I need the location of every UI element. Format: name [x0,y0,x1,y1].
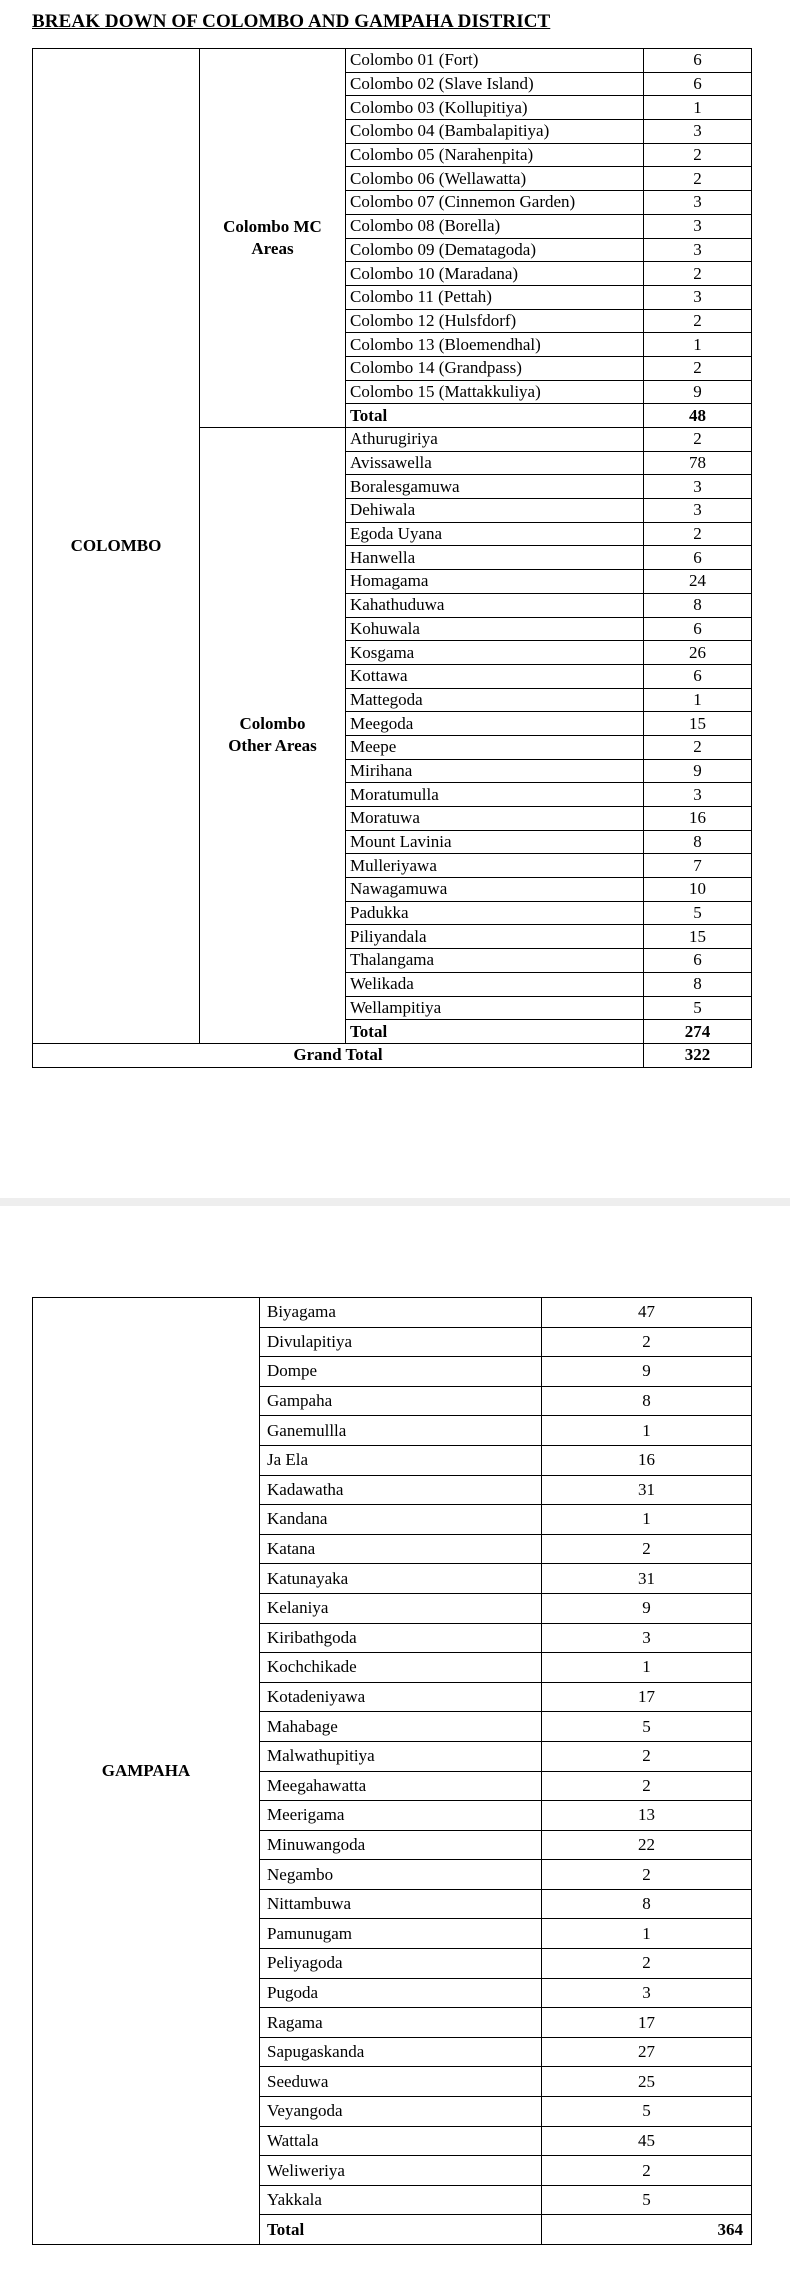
area-name-cell: Colombo 13 (Bloemendhal) [346,333,644,357]
count-cell: 8 [644,593,752,617]
area-name-cell: Kottawa [346,664,644,688]
count-cell: 9 [644,380,752,404]
area-name-cell: Wattala [260,2126,542,2156]
count-cell: 2 [542,1860,752,1890]
gampaha-table [32,1297,752,2245]
area-name-cell: Padukka [346,901,644,925]
count-cell: 3 [644,285,752,309]
count-cell: 8 [644,830,752,854]
count-cell: 5 [644,996,752,1020]
colombo-table [32,48,752,1068]
page-divider [0,1198,790,1206]
count-cell: 2 [644,167,752,191]
area-name-cell: Mirihana [346,759,644,783]
area-name-cell: Dompe [260,1357,542,1387]
count-cell: 8 [542,1386,752,1416]
count-cell: 6 [644,664,752,688]
count-cell: 24 [644,570,752,594]
area-name-cell: Nittambuwa [260,1889,542,1919]
count-cell: 2 [644,309,752,333]
area-name-cell: Minuwangoda [260,1830,542,1860]
total-label: Total [346,1020,644,1044]
count-cell: 2 [542,2156,752,2186]
count-cell: 1 [542,1505,752,1535]
total-value: 48 [644,404,752,428]
count-cell: 2 [644,356,752,380]
area-name-cell: Veyangoda [260,2097,542,2127]
area-name-cell: Biyagama [260,1298,542,1328]
count-cell: 5 [542,2097,752,2127]
area-name-cell: Colombo 07 (Cinnemon Garden) [346,191,644,215]
colombo-mc-group-label-line2: Areas [251,239,294,258]
area-name-cell: Colombo 09 (Dematagoda) [346,238,644,262]
count-cell: 1 [644,96,752,120]
area-name-cell: Meegahawatta [260,1771,542,1801]
count-cell: 3 [644,238,752,262]
count-cell: 26 [644,641,752,665]
area-name-cell: Ragama [260,2008,542,2038]
area-name-cell: Malwathupitiya [260,1741,542,1771]
area-name-cell: Moratumulla [346,783,644,807]
count-cell: 3 [644,475,752,499]
area-name-cell: Meerigama [260,1801,542,1831]
count-cell: 6 [644,949,752,973]
count-cell: 45 [542,2126,752,2156]
count-cell: 5 [542,2185,752,2215]
area-name-cell: Colombo 02 (Slave Island) [346,72,644,96]
area-name-cell: Katana [260,1534,542,1564]
area-name-cell: Divulapitiya [260,1327,542,1357]
area-name-cell: Kahathuduwa [346,593,644,617]
area-name-cell: Colombo 11 (Pettah) [346,285,644,309]
area-name-cell: Meegoda [346,712,644,736]
total-value: 274 [644,1020,752,1044]
area-name-cell: Colombo 08 (Borella) [346,214,644,238]
count-cell: 31 [542,1564,752,1594]
count-cell: 1 [542,1416,752,1446]
area-name-cell: Dehiwala [346,499,644,523]
grand-total-label: Grand Total [33,1043,644,1067]
gampaha-table-body [33,1298,752,2245]
area-name-cell: Weliweriya [260,2156,542,2186]
count-cell: 78 [644,451,752,475]
area-name-cell: Pugoda [260,1978,542,2008]
area-name-cell: Colombo 04 (Bambalapitiya) [346,120,644,144]
count-cell: 5 [542,1712,752,1742]
count-cell: 3 [644,120,752,144]
area-name-cell: Kotadeniyawa [260,1682,542,1712]
area-name-cell: Colombo 01 (Fort) [346,49,644,73]
area-name-cell: Meepe [346,735,644,759]
table-row [33,1298,752,1328]
count-cell: 3 [542,1978,752,2008]
count-cell: 3 [644,499,752,523]
count-cell: 17 [542,2008,752,2038]
count-cell: 10 [644,878,752,902]
count-cell: 15 [644,925,752,949]
count-cell: 27 [542,2037,752,2067]
area-name-cell: Ganemullla [260,1416,542,1446]
colombo-table-body [33,49,752,1068]
colombo-mc-group-cell [200,49,346,428]
area-name-cell: Sapugaskanda [260,2037,542,2067]
count-cell: 8 [644,972,752,996]
district-gampaha-cell: GAMPAHA [33,1298,260,2245]
area-name-cell: Kadawatha [260,1475,542,1505]
count-cell: 22 [542,1830,752,1860]
area-name-cell: Welikada [346,972,644,996]
count-cell: 6 [644,72,752,96]
count-cell: 1 [542,1919,752,1949]
total-label: Total [346,404,644,428]
count-cell: 9 [542,1593,752,1623]
area-name-cell: Peliyagoda [260,1949,542,1979]
area-name-cell: Mulleriyawa [346,854,644,878]
count-cell: 47 [542,1298,752,1328]
count-cell: 1 [644,688,752,712]
area-name-cell: Negambo [260,1860,542,1890]
count-cell: 2 [644,428,752,452]
count-cell: 2 [542,1741,752,1771]
area-name-cell: Colombo 03 (Kollupitiya) [346,96,644,120]
area-name-cell: Kiribathgoda [260,1623,542,1653]
count-cell: 15 [644,712,752,736]
count-cell: 25 [542,2067,752,2097]
count-cell: 5 [644,901,752,925]
count-cell: 1 [644,333,752,357]
area-name-cell: Athurugiriya [346,428,644,452]
area-name-cell: Kochchikade [260,1653,542,1683]
count-cell: 3 [644,191,752,215]
count-cell: 8 [542,1889,752,1919]
count-cell: 2 [644,735,752,759]
area-name-cell: Avissawella [346,451,644,475]
count-cell: 3 [542,1623,752,1653]
area-name-cell: Boralesgamuwa [346,475,644,499]
area-name-cell: Yakkala [260,2185,542,2215]
area-name-cell: Seeduwa [260,2067,542,2097]
count-cell: 2 [542,1771,752,1801]
area-name-cell: Kelaniya [260,1593,542,1623]
count-cell: 6 [644,546,752,570]
total-value: 364 [542,2215,752,2245]
area-name-cell: Ja Ela [260,1445,542,1475]
colombo-other-group-label-line1: Colombo [239,714,306,734]
count-cell: 2 [542,1327,752,1357]
grand-total-value: 322 [644,1043,752,1067]
area-name-cell: Egoda Uyana [346,522,644,546]
table-row [33,49,752,73]
area-name-cell: Colombo 15 (Mattakkuliya) [346,380,644,404]
area-name-cell: Homagama [346,570,644,594]
count-cell: 31 [542,1475,752,1505]
count-cell: 6 [644,617,752,641]
area-name-cell: Colombo 14 (Grandpass) [346,356,644,380]
colombo-other-group-cell [200,428,346,1044]
area-name-cell: Hanwella [346,546,644,570]
count-cell: 17 [542,1682,752,1712]
district-colombo-cell: COLOMBO [33,49,200,1044]
area-name-cell: Colombo 12 (Hulsfdorf) [346,309,644,333]
grand-total-row [33,1043,752,1067]
count-cell: 3 [644,783,752,807]
count-cell: 2 [644,262,752,286]
area-name-cell: Wellampitiya [346,996,644,1020]
count-cell: 1 [542,1653,752,1683]
total-label: Total [260,2215,542,2245]
document-title: BREAK DOWN OF COLOMBO AND GAMPAHA DISTRICT [32,11,551,32]
area-name-cell: Kosgama [346,641,644,665]
area-name-cell: Pamunugam [260,1919,542,1949]
count-cell: 2 [644,143,752,167]
colombo-mc-group-label-line1: Colombo MC [223,217,322,236]
area-name-cell: Mount Lavinia [346,830,644,854]
count-cell: 2 [542,1949,752,1979]
area-name-cell: Colombo 10 (Maradana) [346,262,644,286]
area-name-cell: Kandana [260,1505,542,1535]
area-name-cell: Colombo 05 (Narahenpita) [346,143,644,167]
count-cell: 2 [644,522,752,546]
area-name-cell: Thalangama [346,949,644,973]
area-name-cell: Gampaha [260,1386,542,1416]
count-cell: 16 [542,1445,752,1475]
count-cell: 3 [644,214,752,238]
area-name-cell: Katunayaka [260,1564,542,1594]
area-name-cell: Kohuwala [346,617,644,641]
count-cell: 9 [542,1357,752,1387]
count-cell: 6 [644,49,752,73]
count-cell: 2 [542,1534,752,1564]
count-cell: 7 [644,854,752,878]
colombo-other-group-label-line2: Other Areas [228,736,317,756]
count-cell: 13 [542,1801,752,1831]
area-name-cell: Mahabage [260,1712,542,1742]
area-name-cell: Mattegoda [346,688,644,712]
area-name-cell: Moratuwa [346,807,644,831]
count-cell: 16 [644,807,752,831]
area-name-cell: Colombo 06 (Wellawatta) [346,167,644,191]
count-cell: 9 [644,759,752,783]
area-name-cell: Nawagamuwa [346,878,644,902]
area-name-cell: Piliyandala [346,925,644,949]
